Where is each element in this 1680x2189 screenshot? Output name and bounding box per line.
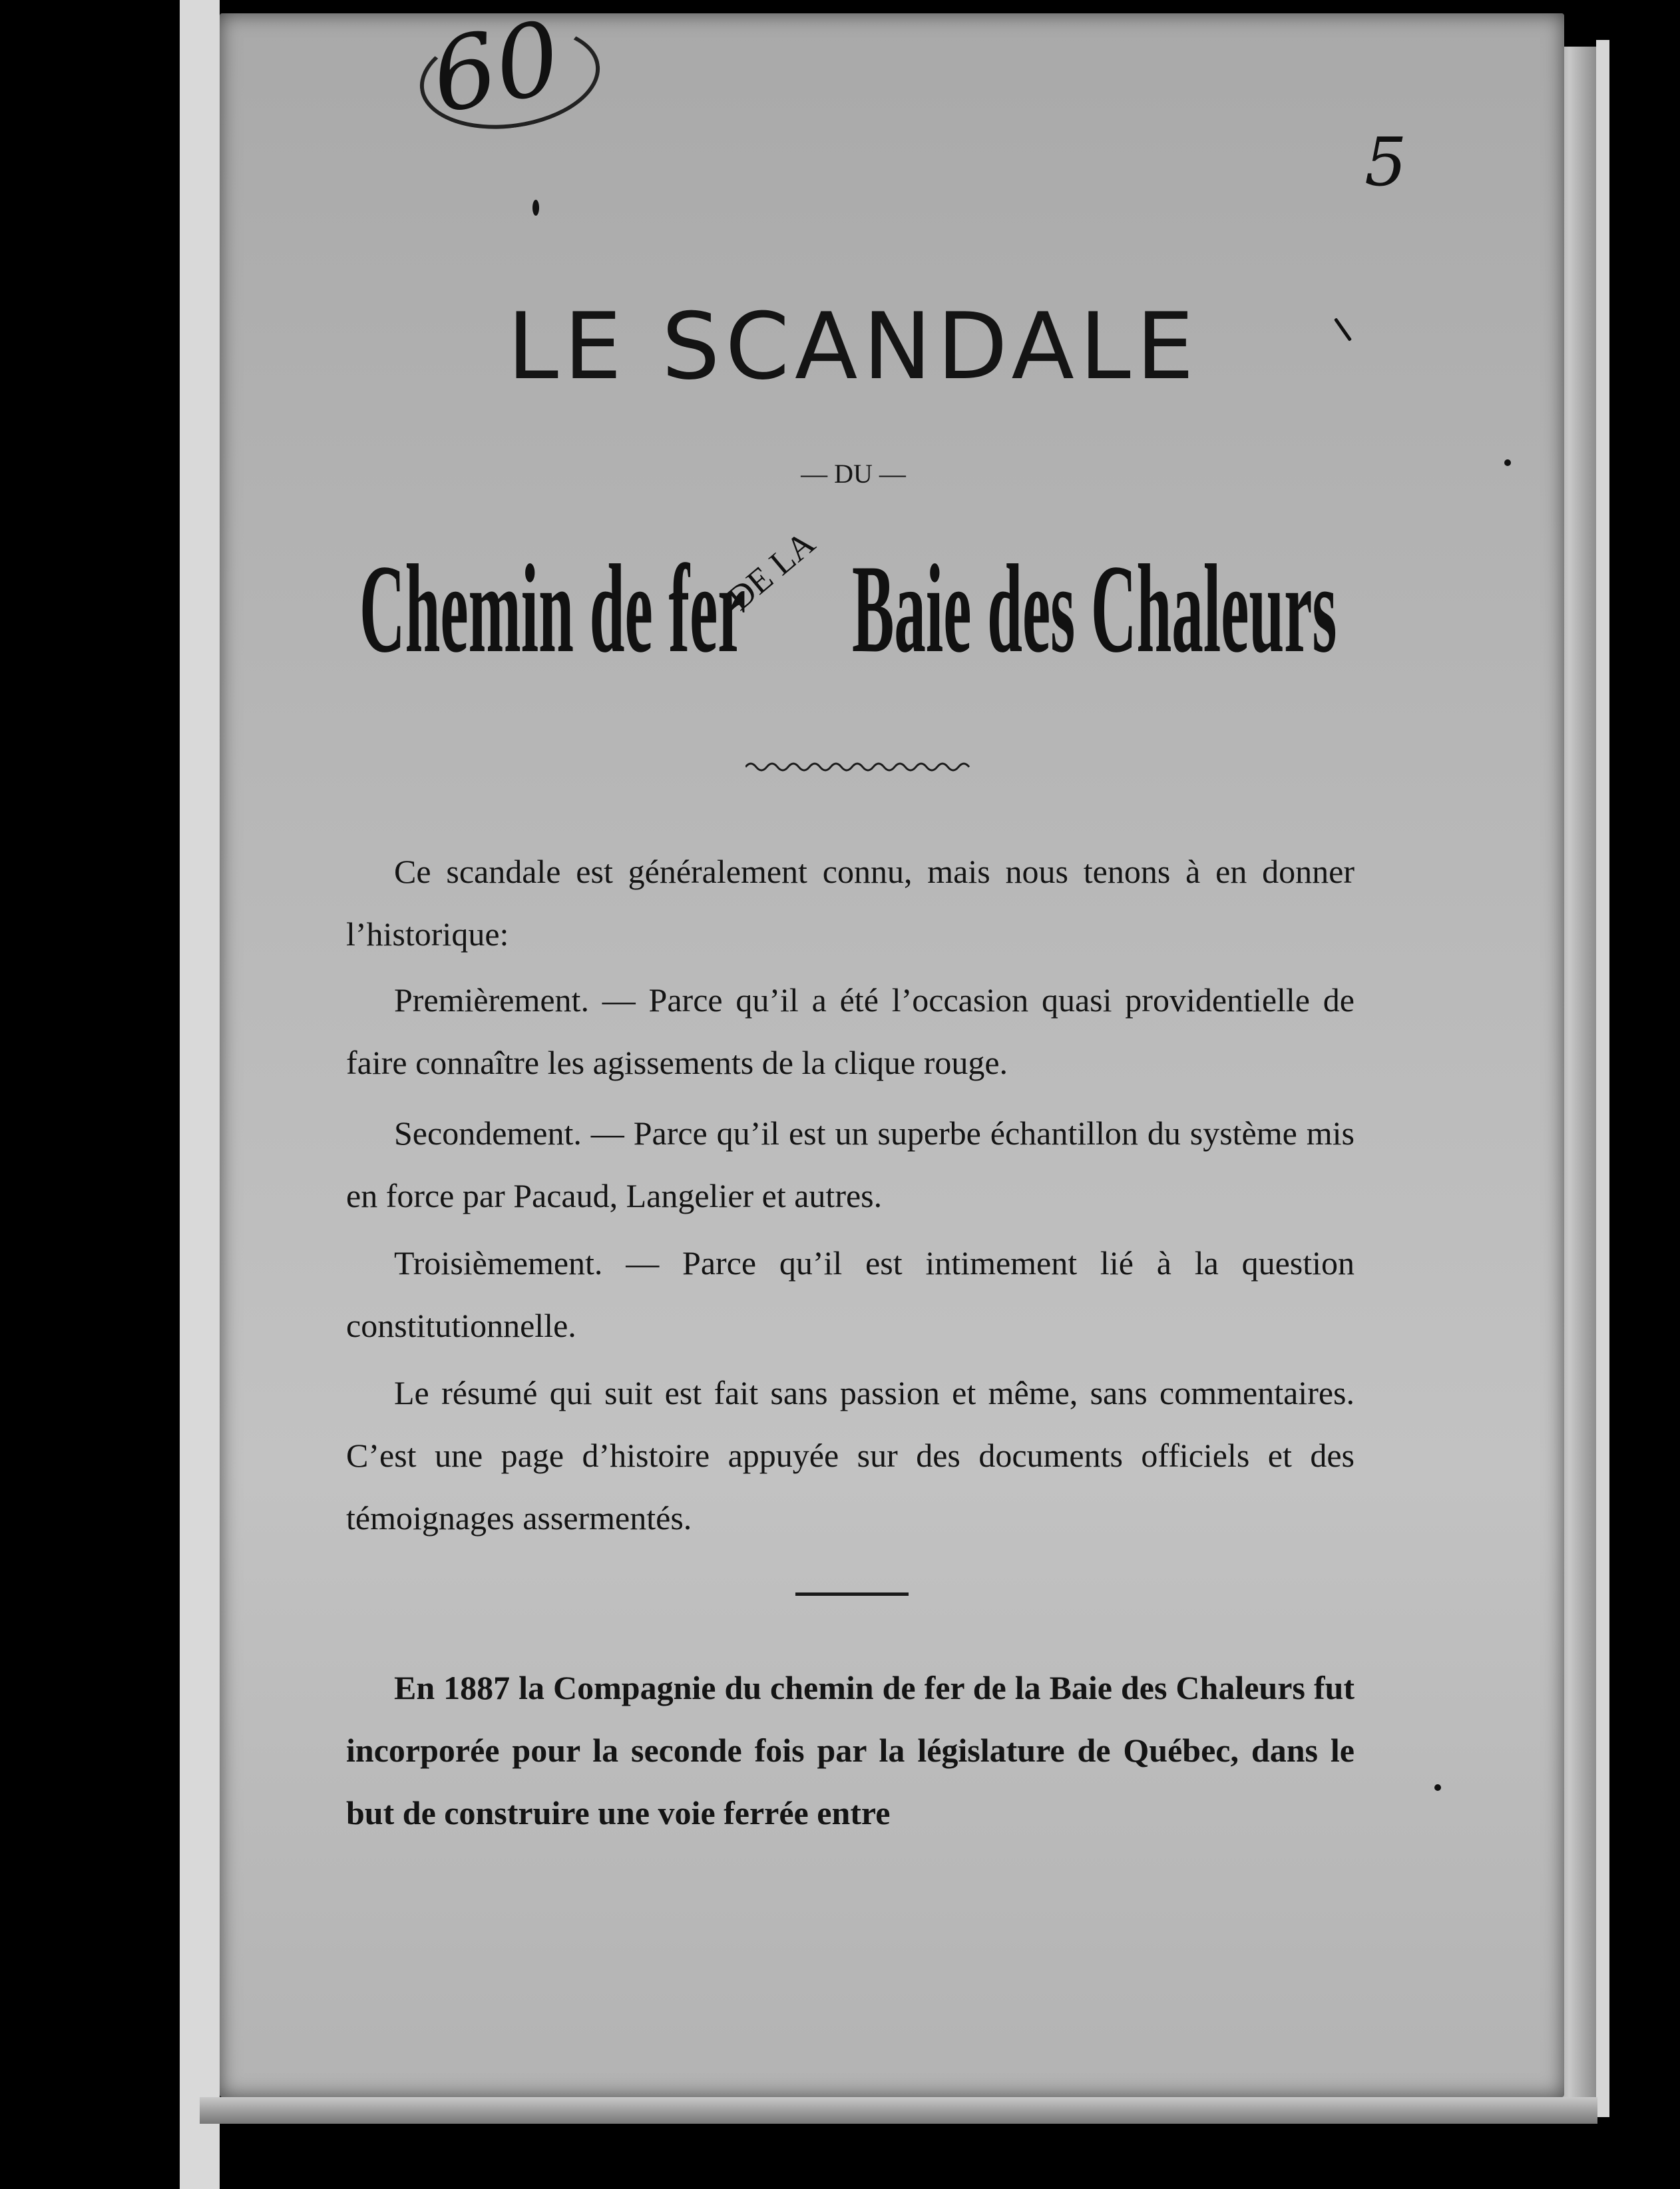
paragraph-secondement: Secondement. — Parce qu’il est un superbe échantillon du système mis en force par Pacaud, Langelier et autres. <box>346 1114 1355 1214</box>
paragraph-premierement: Premièrement. — Parce qu’il a été l’occasion quasi providentielle de faire connaître les agissements de la clique rouge. <box>346 981 1355 1081</box>
paragraph-troisiemement: Troisièmement. — Parce qu’il est intimement lié à la question constitutionnelle. <box>346 1244 1355 1344</box>
ink-speck <box>1504 459 1511 466</box>
paragraph-intro: Ce scandale est généralement connu, mais nous tenons à en donner l’historique: <box>346 853 1355 953</box>
title-line1: LE SCANDALE <box>507 293 1199 400</box>
title-line2-left: Chemin de fer <box>359 539 746 679</box>
title-connector: — DU — <box>801 459 906 489</box>
page-edge-bottom <box>200 2097 1597 2124</box>
ornament-wave-divider <box>745 759 972 775</box>
title-line2-right: Baie des Chaleurs <box>852 539 1337 679</box>
ink-speck <box>1434 1784 1441 1791</box>
section-divider <box>795 1592 909 1596</box>
catalog-mark: 60 <box>423 0 569 136</box>
ink-speck <box>532 200 539 216</box>
title-line2 <box>359 524 1371 679</box>
page-number: 5 <box>1365 123 1407 201</box>
paragraph-resume: Le résumé qui suit est fait sans passion et même, sans commentaires. C’est une page d’histoire appuyée sur des documents officiels et des témoignages assermentés. <box>346 1374 1355 1537</box>
title-line2-small: DE LA <box>720 524 823 618</box>
paragraph-history: En 1887 la Compagnie du chemin de fer de la Baie des Chaleurs fut incorporée pour la seconde fois par la législature de Québec, dans le but de construire une voie ferrée entre <box>346 1669 1355 1831</box>
